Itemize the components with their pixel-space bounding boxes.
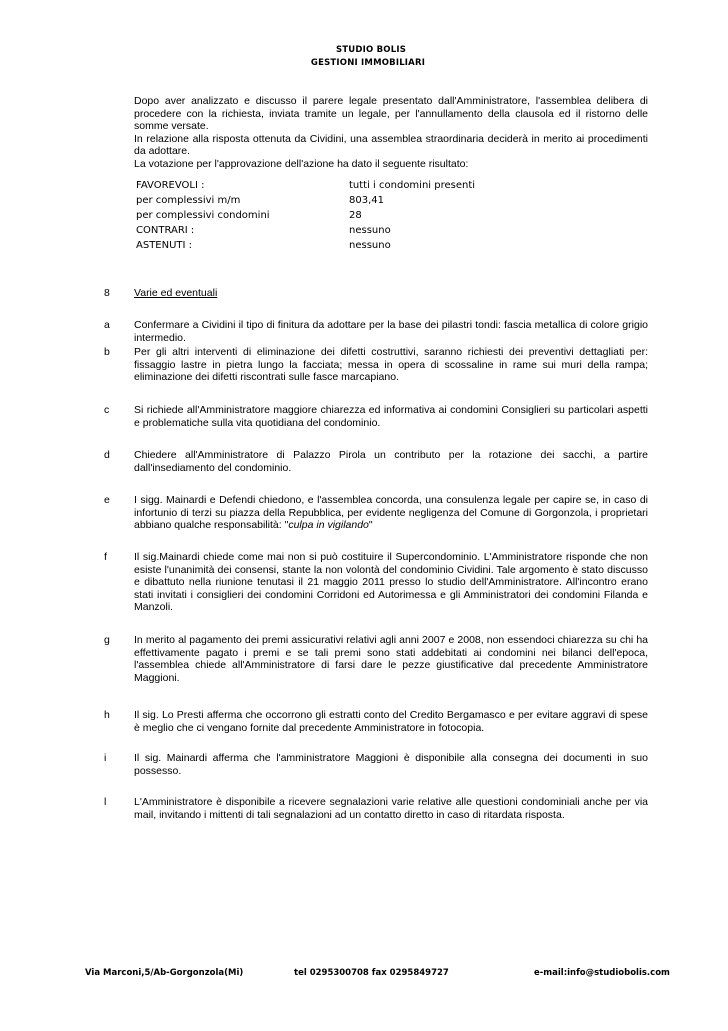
item-text: Confermare a Cividini il tipo di finitura da adottare per la base dei pilastri tondi: fascia metallica di colore grigio intermedio. [134, 319, 648, 344]
vote-results-table [134, 180, 648, 255]
vote-value: nessuno [349, 240, 391, 251]
item-marker: h [104, 709, 110, 721]
vote-label: ASTENUTI : [136, 240, 193, 251]
item-marker: g [104, 634, 110, 646]
footer-email: e-mail:info@studiobolis.com [534, 968, 670, 978]
footer-phone: tel 0295300708 fax 0295849727 [294, 968, 449, 978]
vote-value: 28 [349, 210, 362, 221]
letterhead [0, 44, 728, 70]
item-marker: e [104, 494, 110, 506]
vote-row [134, 210, 648, 225]
item-text: Si richiede all'Amministratore maggiore chiarezza ed informativa ai condomini Consiglieri su particolari aspetti e problematiche sulla vita quotidiana del condominio. [134, 404, 648, 429]
vote-label: per complessivi condomini [136, 210, 270, 221]
item-marker: i [104, 752, 107, 764]
item-text: Per gli altri interventi di eliminazione dei difetti costruttivi, saranno richiesti dei preventivi dettagliati per: fissaggio lastre in pietra lungo la facciata; messa in opera di scossaline in rame sui muri della rampa; eliminazione dei difetti riscontrati sulle fasce marcapiano. [134, 346, 648, 383]
vote-value: tutti i condomini presenti [349, 180, 476, 191]
item-marker: b [104, 346, 110, 358]
item-text: L'Amministratore è disponibile a ricevere segnalazioni varie relative alle questioni condominiali anche per via mail, invitando i mittenti di tali segnalazioni ad un contatto diretto in caso di ritardata risposta. [134, 796, 648, 821]
page-footer [0, 968, 728, 982]
intro-paragraph-1: Dopo aver analizzato e discusso il parere legale presentato dall'Amministratore, l'assemblea delibera di procedere con la richiesta, inviata tramite un legale, per l'annullamento della clausola ed il ristorno delle somme versate. [134, 95, 648, 132]
vote-row [134, 240, 648, 255]
vote-value: 803,41 [349, 195, 384, 206]
item-marker: d [104, 449, 110, 461]
vote-row [134, 195, 648, 210]
vote-label: FAVOREVOLI : [136, 180, 205, 191]
item-text: Chiedere all'Amministratore di Palazzo Pirola un contributo per la rotazione dei sacchi, a partire dall'insediamento del condominio. [134, 449, 648, 474]
item-text: Il sig. Lo Presti afferma che occorrono gli estratti conto del Credito Bergamasco e per evitare aggravi di spese è meglio che ci vengano fornite dal precedente Amministratore in fotocopia. [134, 709, 648, 734]
vote-label: per complessivi m/m [136, 195, 241, 206]
intro-paragraph-3: La votazione per l'approvazione dell'azione ha dato il seguente risultato: [134, 157, 469, 170]
item-marker: c [104, 404, 110, 416]
vote-label: CONTRARI : [136, 225, 195, 236]
vote-row [134, 225, 648, 240]
item-marker: l [104, 796, 107, 808]
item-text: Il sig. Mainardi afferma che l'amministratore Maggioni è disponibile alla consegna dei documenti in suo possesso. [134, 752, 648, 777]
item-text-closing: " [368, 519, 373, 531]
company-name: STUDIO BOLIS [335, 45, 407, 55]
item-text-main: I sigg. Mainardi e Defendi chiedono, e l'assemblea concorda, una consulenza legale per capire se, in caso di infortunio di terzi su piazza della Repubblica, per evidente negligenza del Comune di Gorgonzola, i proprietari abbiano qualche responsabilità: " [134, 494, 648, 531]
footer-address: Via Marconi,5/Ab-Gorgonzola(Mi) [85, 968, 244, 978]
item-text-italic: culpa in vigilando [288, 519, 369, 531]
item-text: In merito al pagamento dei premi assicurativi relativi agli anni 2007 e 2008, non essendoci chiarezza su chi ha effettivamente pagato i premi e se tali premi sono stati addebitati ai condomini nei bilanci dell'epoca, l'assemblea chiede all'Amministratore di farsi dare le pezze giustificative dal precedente Amministratore Maggioni. [134, 634, 648, 684]
vote-value: nessuno [349, 225, 391, 236]
item-text [134, 494, 648, 532]
item-text: Il sig.Mainardi chiede come mai non si può costituire il Supercondominio. L'Amministratore risponde che non esiste l'unanimità dei consensi, stante la non volontà del condominio Cividini. Tale argomento è stato discusso e dibattuto nella riunione tenutasi il 21 maggio 2011 presso lo studio dell'Amministratore. All'incontro erano stati invitati i consiglieri dei condomini Corridoni ed Autorimessa e gli Amministratori dei condomini Filanda e Manzoli. [134, 551, 648, 613]
section-title: Varie ed eventuali [134, 287, 218, 299]
item-marker: f [104, 551, 107, 563]
company-subtitle: GESTIONI IMMOBILIARI [310, 58, 426, 68]
section-number: 8 [104, 287, 110, 299]
intro-paragraph-2: In relazione alla risposta ottenuta da Cividini, una assemblea straordinaria deciderà in merito ai procedimenti da adottare. [134, 132, 648, 157]
vote-row [134, 180, 648, 195]
item-marker: a [104, 319, 110, 331]
intro-section [134, 95, 648, 255]
